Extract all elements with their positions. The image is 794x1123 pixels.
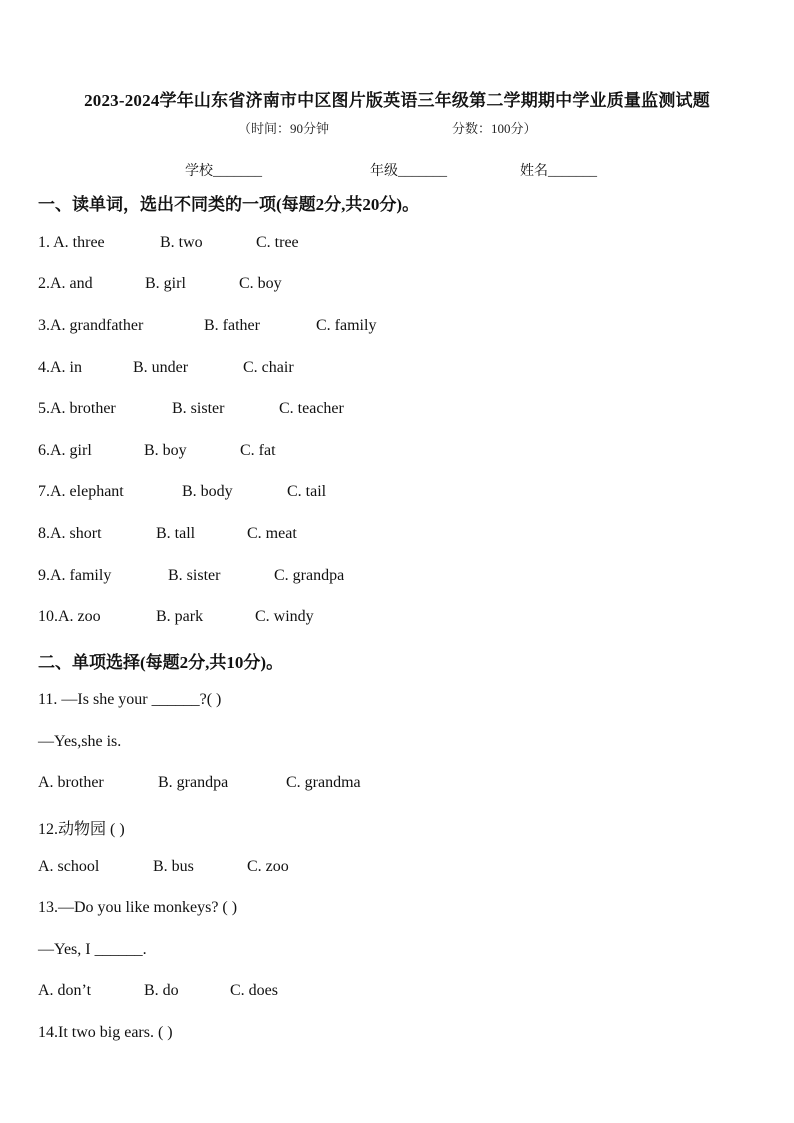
option-a: 8.A. short xyxy=(38,525,102,542)
option-b: B. do xyxy=(144,982,179,999)
option-b: B. park xyxy=(156,608,204,625)
option-a: 5.A. brother xyxy=(38,400,116,417)
option-c: C. boy xyxy=(239,275,282,292)
option-b: B. sister xyxy=(168,567,221,584)
option-a: 3.A. grandfather xyxy=(38,317,144,334)
exam-score: 分数：100分） xyxy=(452,121,537,136)
question-10 xyxy=(38,608,314,626)
section-2-heading: 二、单项选择(每题2分,共10分)。 xyxy=(38,653,284,672)
option-a: 7.A. elephant xyxy=(38,483,124,500)
option-b: B. body xyxy=(182,483,233,500)
option-a: A. school xyxy=(38,858,100,875)
question-3 xyxy=(38,317,376,335)
option-c: C. fat xyxy=(240,442,276,459)
question-12-options xyxy=(38,858,289,876)
question-5 xyxy=(38,400,344,418)
option-c: C. windy xyxy=(255,608,314,625)
question-11-options xyxy=(38,774,361,792)
option-c: C. grandpa xyxy=(274,567,345,584)
option-c: C. chair xyxy=(243,359,294,376)
question-11: 11. —Is she your ______?( ) xyxy=(38,691,222,708)
question-1 xyxy=(38,234,299,252)
option-c: C. meat xyxy=(247,525,297,542)
question-2 xyxy=(38,275,282,293)
option-b: B. under xyxy=(133,359,189,376)
option-a: 2.A. and xyxy=(38,275,93,292)
question-8 xyxy=(38,525,297,543)
option-c: C. teacher xyxy=(279,400,344,417)
question-4 xyxy=(38,359,294,377)
question-7 xyxy=(38,483,326,501)
option-a: 10.A. zoo xyxy=(38,608,101,625)
option-a: 9.A. family xyxy=(38,567,112,584)
school-field: 学校_______ xyxy=(185,164,262,179)
option-a: A. don’t xyxy=(38,982,92,999)
question-9 xyxy=(38,567,344,585)
option-b: B. grandpa xyxy=(158,774,229,791)
option-b: B. boy xyxy=(144,442,187,459)
exam-time: （时间：90分钟 xyxy=(238,121,330,136)
option-a: 6.A. girl xyxy=(38,442,92,459)
section-1-heading: 一、读单词，选出不同类的一项(每题2分,共20分)。 xyxy=(38,195,420,214)
option-c: C. family xyxy=(316,317,377,334)
option-c: C. tree xyxy=(256,234,299,251)
grade-field: 年级_______ xyxy=(370,164,447,179)
question-11-answer: —Yes,she is. xyxy=(38,733,122,750)
option-b: B. sister xyxy=(172,400,225,417)
option-a: 1. A. three xyxy=(38,234,105,251)
question-13-answer: —Yes, I ______. xyxy=(38,941,147,958)
option-c: C. zoo xyxy=(247,858,289,875)
option-b: B. father xyxy=(204,317,260,334)
option-a: A. brother xyxy=(38,774,104,791)
question-13: 13.—Do you like monkeys? ( ) xyxy=(38,899,238,916)
question-6 xyxy=(38,442,276,460)
option-b: B. tall xyxy=(156,525,196,542)
option-a: 4.A. in xyxy=(38,359,82,376)
option-c: C. grandma xyxy=(286,774,361,791)
option-c: C. does xyxy=(230,982,278,999)
question-12: 12.动物园 ( ) xyxy=(38,821,125,838)
question-14: 14.It two big ears. ( ) xyxy=(38,1024,173,1041)
page-title: 2023-2024学年山东省济南市中区图片版英语三年级第二学期期中学业质量监测试题 xyxy=(84,91,710,110)
option-c: C. tail xyxy=(287,483,327,500)
option-b: B. two xyxy=(160,234,203,251)
question-13-options xyxy=(38,982,278,1000)
option-b: B. bus xyxy=(153,858,194,875)
name-field: 姓名_______ xyxy=(520,164,597,179)
option-b: B. girl xyxy=(145,275,186,292)
